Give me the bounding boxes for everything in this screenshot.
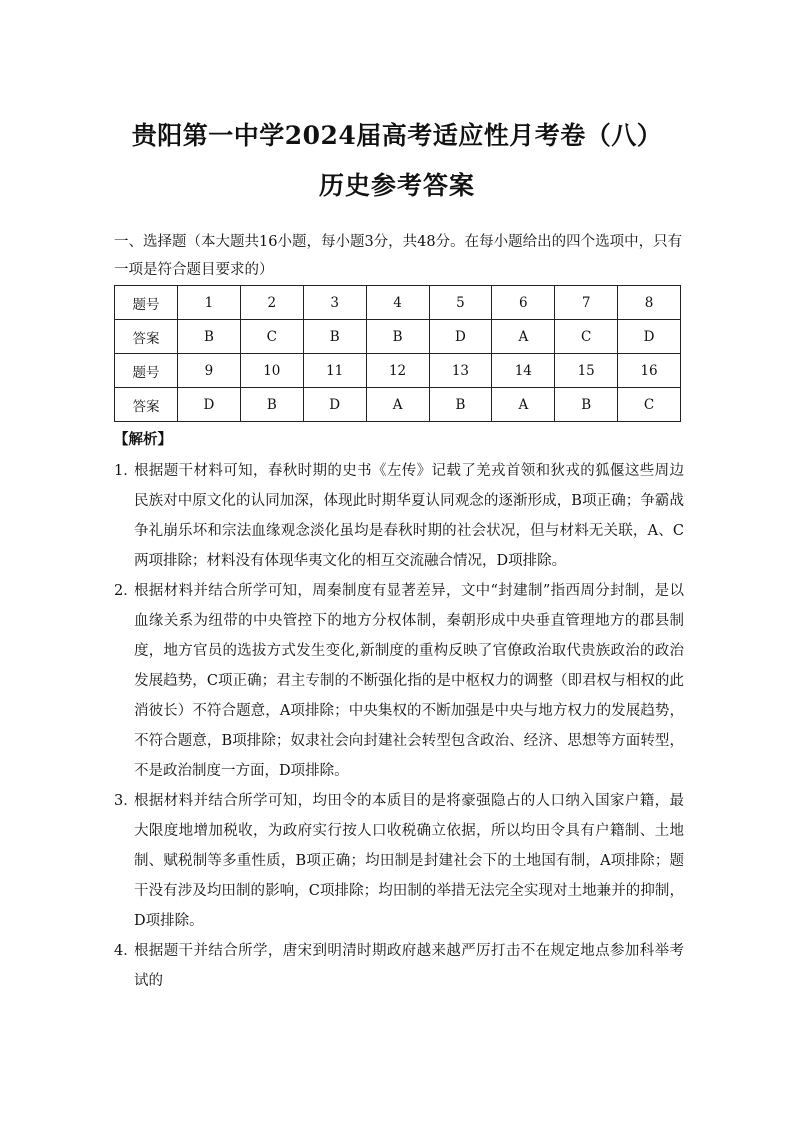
answer-cell: B (240, 388, 303, 422)
question-label-cell: 题号 (115, 286, 178, 320)
answer-label-cell: 答案 (115, 388, 178, 422)
analysis-item (114, 456, 684, 576)
item-text: 根据题干材料可知，春秋时期的史书《左传》记载了羌戎首领和狄戎的狐偃这些周边民族对中原文化的认同加深，体现此时期华夏认同观念的逐渐形成，B项正确；争霸战争礼崩乐坏和宗法血缘观念淡化虽均是春秋时期的社会状况，但与材料无关联，A、C两项排除；材料没有体现华夷文化的相互交流融合情况，D项排除。 (134, 463, 684, 569)
question-number-cell: 12 (366, 354, 429, 388)
item-number: 4． (114, 943, 138, 959)
answer-cell: D (303, 388, 366, 422)
question-number-cell: 8 (618, 286, 681, 320)
analysis-heading: 【解析】 (114, 431, 172, 448)
table-row (115, 320, 681, 354)
item-text: 根据材料并结合所学可知，周秦制度有显著差异，文中“封建制”指西周分封制，是以血缘关系为纽带的中央管控下的地方分权体制，秦朝形成中央垂直管理地方的郡县制度，地方官员的选拔方式发生变化,新制度的重构反映了官僚政治取代贵族政治的政治发展趋势，C项正确；君主专制的不断强化指的是中枢权力的调整（即君权与相权的此消彼长）不符合题意，A项排除；中央集权的不断加强是中央与地方权力的发展趋势，不符合题意，B项排除；奴隶社会向封建社会转型包含政治、经济、思想等方面转型，不是政治制度一方面，D项排除。 (134, 583, 684, 779)
question-label-cell: 题号 (115, 354, 178, 388)
answer-cell: C (618, 388, 681, 422)
item-text: 根据材料并结合所学可知，均田令的本质目的是将豪强隐占的人口纳入国家户籍，最大限度地增加税收，为政府实行按人口收税确立依据，所以均田令具有户籍制、土地制、赋税制等多重性质，B项正确；均田制是封建社会下的土地国有制，A项排除；题干没有涉及均田制的影响，C项排除；均田制的举措无法完全实现对土地兼并的抑制，D项排除。 (134, 793, 684, 929)
question-number-cell: 13 (429, 354, 492, 388)
question-number-cell: 3 (303, 286, 366, 320)
table-row (115, 286, 681, 320)
question-number-cell: 6 (492, 286, 555, 320)
answer-cell: A (492, 388, 555, 422)
question-number-cell: 5 (429, 286, 492, 320)
question-number-cell: 2 (240, 286, 303, 320)
answer-table (114, 285, 681, 422)
answer-cell: C (555, 320, 618, 354)
item-number: 2． (114, 583, 138, 599)
question-number-cell: 11 (303, 354, 366, 388)
question-number-cell: 14 (492, 354, 555, 388)
analysis-list (114, 456, 684, 996)
table-row (115, 354, 681, 388)
answer-cell: A (492, 320, 555, 354)
table-row (115, 388, 681, 422)
answer-cell: D (618, 320, 681, 354)
item-number: 1． (114, 463, 138, 479)
question-number-cell: 16 (618, 354, 681, 388)
answer-cell: B (555, 388, 618, 422)
question-number-cell: 4 (366, 286, 429, 320)
item-number: 3． (114, 793, 138, 809)
answer-label-cell: 答案 (115, 320, 178, 354)
question-number-cell: 15 (555, 354, 618, 388)
question-number-cell: 10 (240, 354, 303, 388)
question-number-cell: 1 (178, 286, 241, 320)
analysis-item (114, 576, 684, 786)
analysis-item (114, 936, 684, 996)
answer-cell: A (366, 388, 429, 422)
analysis-item (114, 786, 684, 936)
document-subtitle: 历史参考答案 (318, 171, 475, 200)
section-instructions: 一、选择题（本大题共16小题，每小题3分，共48分。在每小题给出的四个选项中，只有一项是符合题目要求的） (114, 234, 683, 278)
item-text: 根据题干并结合所学，唐宋到明清时期政府越来越严厉打击不在规定地点参加科举考试的 (134, 943, 684, 989)
answer-cell: C (240, 320, 303, 354)
answer-cell: B (429, 388, 492, 422)
answer-cell: B (303, 320, 366, 354)
question-number-cell: 7 (555, 286, 618, 320)
document-title: 贵阳第一中学2024届高考适应性月考卷（八） (131, 121, 663, 150)
answer-cell: D (178, 388, 241, 422)
answer-cell: D (429, 320, 492, 354)
answer-cell: B (366, 320, 429, 354)
answer-cell: B (178, 320, 241, 354)
question-number-cell: 9 (178, 354, 241, 388)
